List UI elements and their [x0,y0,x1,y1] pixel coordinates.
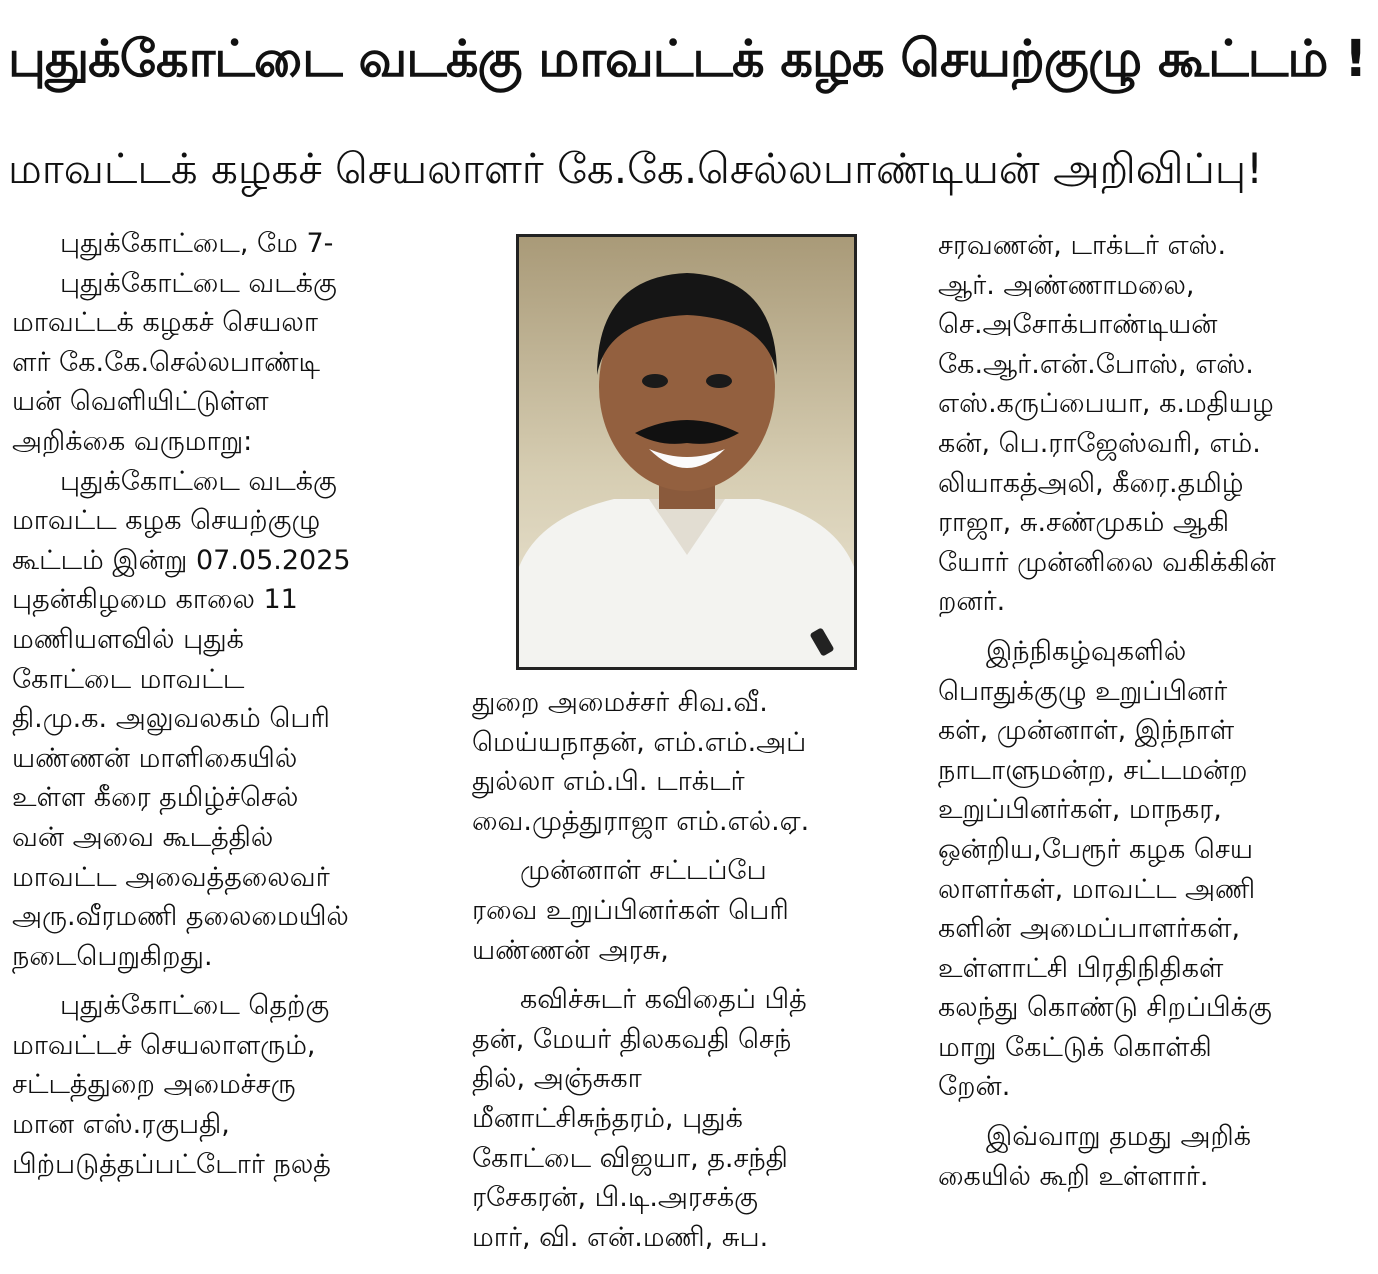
text-line: துறை அமைச்சர் சிவ.வீ. [472,687,768,718]
text-line: உள்ள கீரை தமிழ்ச்செல் [12,782,299,814]
text-line: கவிச்சுடர் கவிதைப் பித் [520,984,807,1016]
text-line: மாறு கேட்டுக் கொள்கி [938,1031,1212,1063]
subheadline: மாவட்டக் கழகச் செயலாளர் கே.கே.செல்லபாண்டியன் அறிவிப்பு! [8,144,1263,193]
text-line: அரு.வீரமணி தலைமையில் [12,901,349,933]
text-line: தி.மு.க. அலுவலகம் பெரி [12,703,330,735]
text-line: கூட்டம் இன்று 07.05.2025 [12,544,351,576]
text-line: யோர் முன்னிலை வகிக்கின் [938,546,1276,578]
text-line: கே.ஆர்.என்.போஸ், எஸ். [938,348,1254,380]
portrait-photo [516,234,857,670]
text-line: றனர். [938,586,1006,618]
text-line: மணியளவில் புதுக் [12,623,244,655]
text-line: இவ்வாறு தமது அறிக் [986,1121,1252,1153]
text-line: நடைபெறுகிறது. [12,940,213,972]
article-column-3 [938,226,1370,1196]
text-line: கன், பெ.ராஜேஸ்வரி, எம். [938,427,1261,459]
text-line: புதுக்கோட்டை வடக்கு [60,465,337,497]
text-line: வை.முத்துராஜா எம்.எல்.ஏ. [472,805,810,837]
text-line: மான எஸ்.ரகுபதி, [12,1109,230,1141]
text-line: நாடாளுமன்ற, சட்டமன்ற [938,754,1248,786]
text-line: எஸ்.கருப்பையா, க.மதியழ [938,388,1274,420]
text-line: மாவட்டக் கழகச் செயலா [12,307,318,339]
text-line: மாவட்ட அவைத்தலைவர் [12,861,330,893]
text-line: மெய்யநாதன், எம்.எம்.அப் [472,726,807,758]
text-line: தன், மேயர் திலகவதி செந் [472,1023,792,1055]
text-line: புதன்கிழமை காலை 11 [12,584,298,616]
text-line: மாவட்ட கழக செயற்குழு [12,505,321,537]
text-line: உறுப்பினர்கள், மாநகர, [938,794,1222,826]
text-line: ஒன்றிய,பேரூர் கழக செய [938,833,1253,865]
text-line: இந்நிகழ்வுகளில் [986,635,1187,667]
text-line: கோட்டை மாவட்ட [12,663,245,695]
text-line: கலந்து கொண்டு சிறப்பிக்கு [938,992,1272,1024]
text-line: மார், வி. என்.மணி, சுப. [472,1221,769,1253]
text-line: லாளர்கள், மாவட்ட அணி [938,873,1256,905]
text-line: யண்ணன் அரசு, [472,934,669,966]
portrait-illustration [519,237,854,667]
text-line: செ.அசோக்பாண்டியன் [938,309,1218,341]
text-line: வன் அவை கூடத்தில் [12,821,274,853]
text-line: துல்லா எம்.பி. டாக்டர் [472,766,745,798]
text-line: மீனாட்சிசுந்தரம், புதுக் [472,1102,743,1134]
text-line: றேன். [938,1071,1011,1103]
text-line: ளர் கே.கே.செல்லபாண்டி [12,346,320,378]
text-line: களின் அமைப்பாளர்கள், [938,913,1241,945]
article-column-1 [12,224,448,1184]
text-line: உள்ளாட்சி பிரதிநிதிகள் [938,952,1224,984]
text-line: புதுக்கோட்டை, மே 7- [60,228,334,259]
text-line: சரவணன், டாக்டர் எஸ். [938,230,1227,261]
headline: புதுக்கோட்டை வடக்கு மாவட்டக் கழக செயற்குழு கூட்டம் ! [8,30,1367,89]
text-line: ஆர். அண்ணாமலை, [938,269,1195,301]
text-line: பிற்படுத்தப்பட்டோர் நலத் [12,1148,331,1180]
text-line: முன்னாள் சட்டப்பே [520,855,767,887]
text-line: லியாகத்அலி, கீரை.தமிழ் [938,467,1244,499]
text-line: புதுக்கோட்டை தெற்கு [60,990,330,1022]
text-line: கோட்டை விஜயா, த.சந்தி [472,1142,788,1174]
text-line: ரவை உறுப்பினர்கள் பெரி [472,894,789,926]
text-line: தில், அஞ்சுகா [472,1063,642,1095]
text-line: பொதுக்குழு உறுப்பினர் [938,675,1228,707]
text-line: சட்டத்துறை அமைச்சரு [12,1069,296,1101]
text-line: ராஜா, சு.சண்முகம் ஆகி [938,507,1230,539]
text-line: புதுக்கோட்டை வடக்கு [60,267,337,299]
text-line: ரசேகரன், பி.டி.அரசக்கு [472,1182,758,1214]
text-line: யண்ணன் மாளிகையில் [12,742,298,774]
text-line: அறிக்கை வருமாறு: [12,425,253,457]
article-column-2 [472,683,908,1257]
text-line: மாவட்டச் செயலாளரும், [12,1029,316,1061]
text-line: கள், முன்னாள், இந்நாள் [938,715,1235,747]
text-line: கையில் கூறி உள்ளார். [938,1160,1209,1192]
text-line: யன் வெளியிட்டுள்ள [12,386,269,418]
